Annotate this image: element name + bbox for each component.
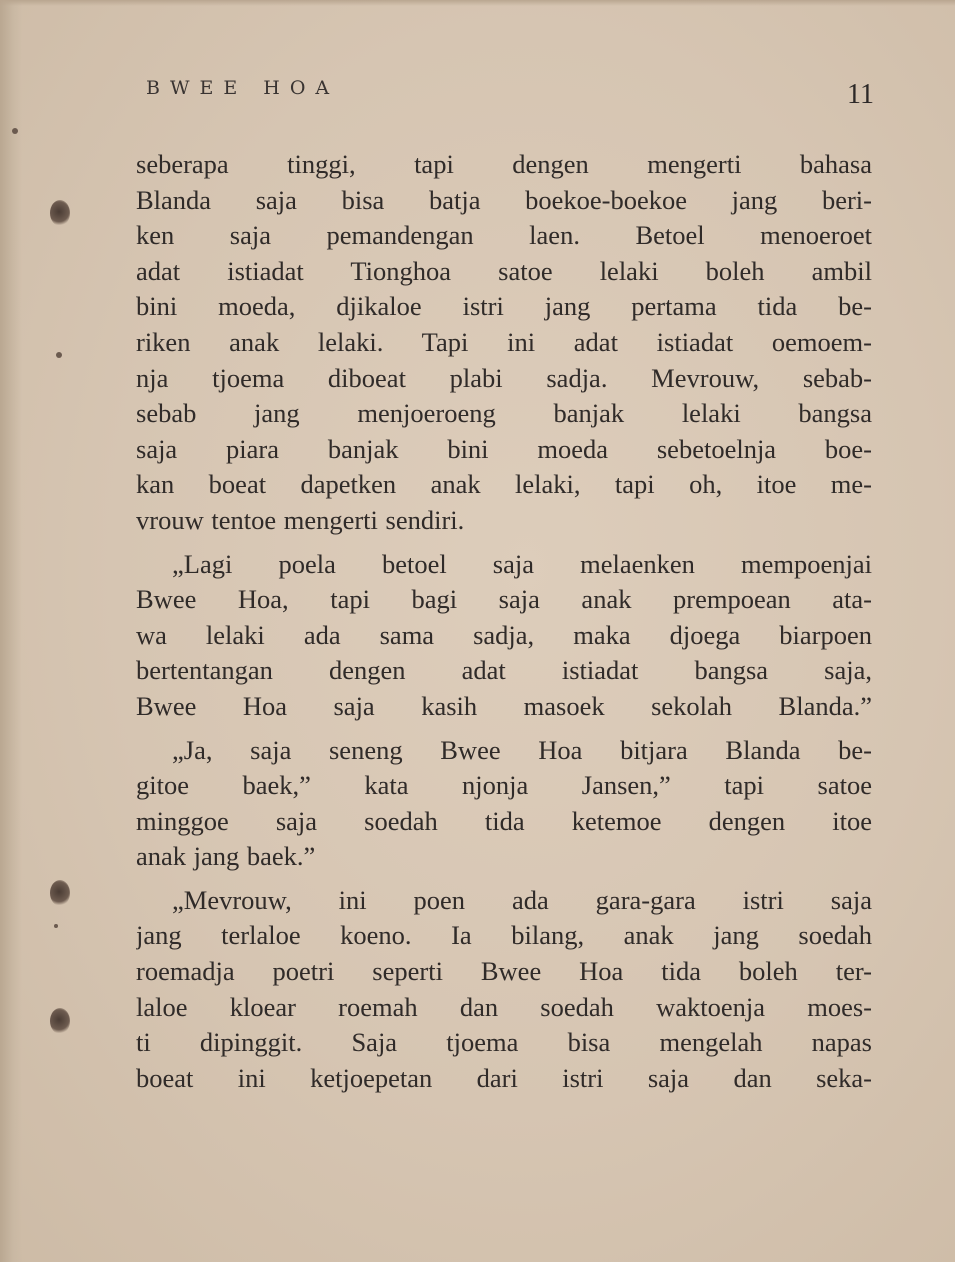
text-line: seberapa tinggi, tapi dengen mengerti bahasa [136,149,872,179]
text-line: roemadja poetri seperti Bwee Hoa tida boleh ter- [136,956,872,987]
page-binding-edge [0,0,22,1262]
page-header [146,73,876,113]
text-line: Blanda saja bisa batja boekoe-boekoe jang beri- [136,184,872,215]
paragraph [136,147,872,539]
paper-speck [56,352,62,358]
running-title: BWEE HOA [146,77,340,99]
text-line: „Ja, saja seneng Bwee Hoa bitjara Blanda be- [172,734,872,765]
text-line: bertentangan dengen adat istiadat bangsa saja, [136,655,872,686]
text-line: ti dipinggit. Saja tjoema bisa mengelah napas [136,1027,872,1058]
page-top-edge [0,0,955,6]
text-line: „Mevrouw, ini poen ada gara-gara istri saja [172,884,872,915]
text-line: jang terlaloe koeno. Ia bilang, anak jang soedah [136,920,872,951]
binding-hole [50,1008,70,1034]
page-number: 11 [847,79,874,110]
paragraph [136,883,872,1097]
paragraph [136,733,872,875]
text-line: vrouw tentoe mengerti sendiri. [136,504,465,535]
body-text [136,147,872,1104]
text-line: wa lelaki ada sama sadja, maka djoega biarpoen [136,619,872,650]
text-line: adat istiadat Tionghoa satoe lelaki boleh ambil [136,255,872,286]
text-line: saja piara banjak bini moeda sebetoelnja boe- [136,433,872,464]
text-line: gitoe baek,” kata njonja Jansen,” tapi satoe [136,770,872,801]
text-line: „Lagi poela betoel saja melaenken mempoenjai [172,548,872,579]
binding-hole [50,200,70,226]
text-line: ken saja pemandengan laen. Betoel menoeroet [136,220,872,251]
text-line: minggoe saja soedah tida ketemoe dengen itoe [136,805,872,836]
paper-speck [12,128,18,134]
paper-speck [54,924,58,928]
text-line: riken anak lelaki. Tapi ini adat istiadat oemoem- [136,326,872,357]
paragraph [136,547,872,725]
text-line: boeat ini ketjoepetan dari istri saja dan seka- [136,1062,872,1093]
text-line: bini moeda, djikaloe istri jang pertama tida be- [136,291,872,322]
text-line: nja tjoema diboeat plabi sadja. Mevrouw, sebab- [136,362,872,393]
text-line: sebab jang menjoeroeng banjak lelaki bangsa [136,398,872,429]
binding-hole [50,880,70,906]
text-line: Bwee Hoa saja kasih masoek sekolah Blanda.” [136,690,872,721]
text-line: laloe kloear roemah dan soedah waktoenja moes- [136,991,872,1022]
text-line: kan boeat dapetken anak lelaki, tapi oh, itoe me- [136,469,872,500]
text-line: anak jang baek.” [136,841,316,872]
text-line: Bwee Hoa, tapi bagi saja anak prempoean ata- [136,584,872,615]
